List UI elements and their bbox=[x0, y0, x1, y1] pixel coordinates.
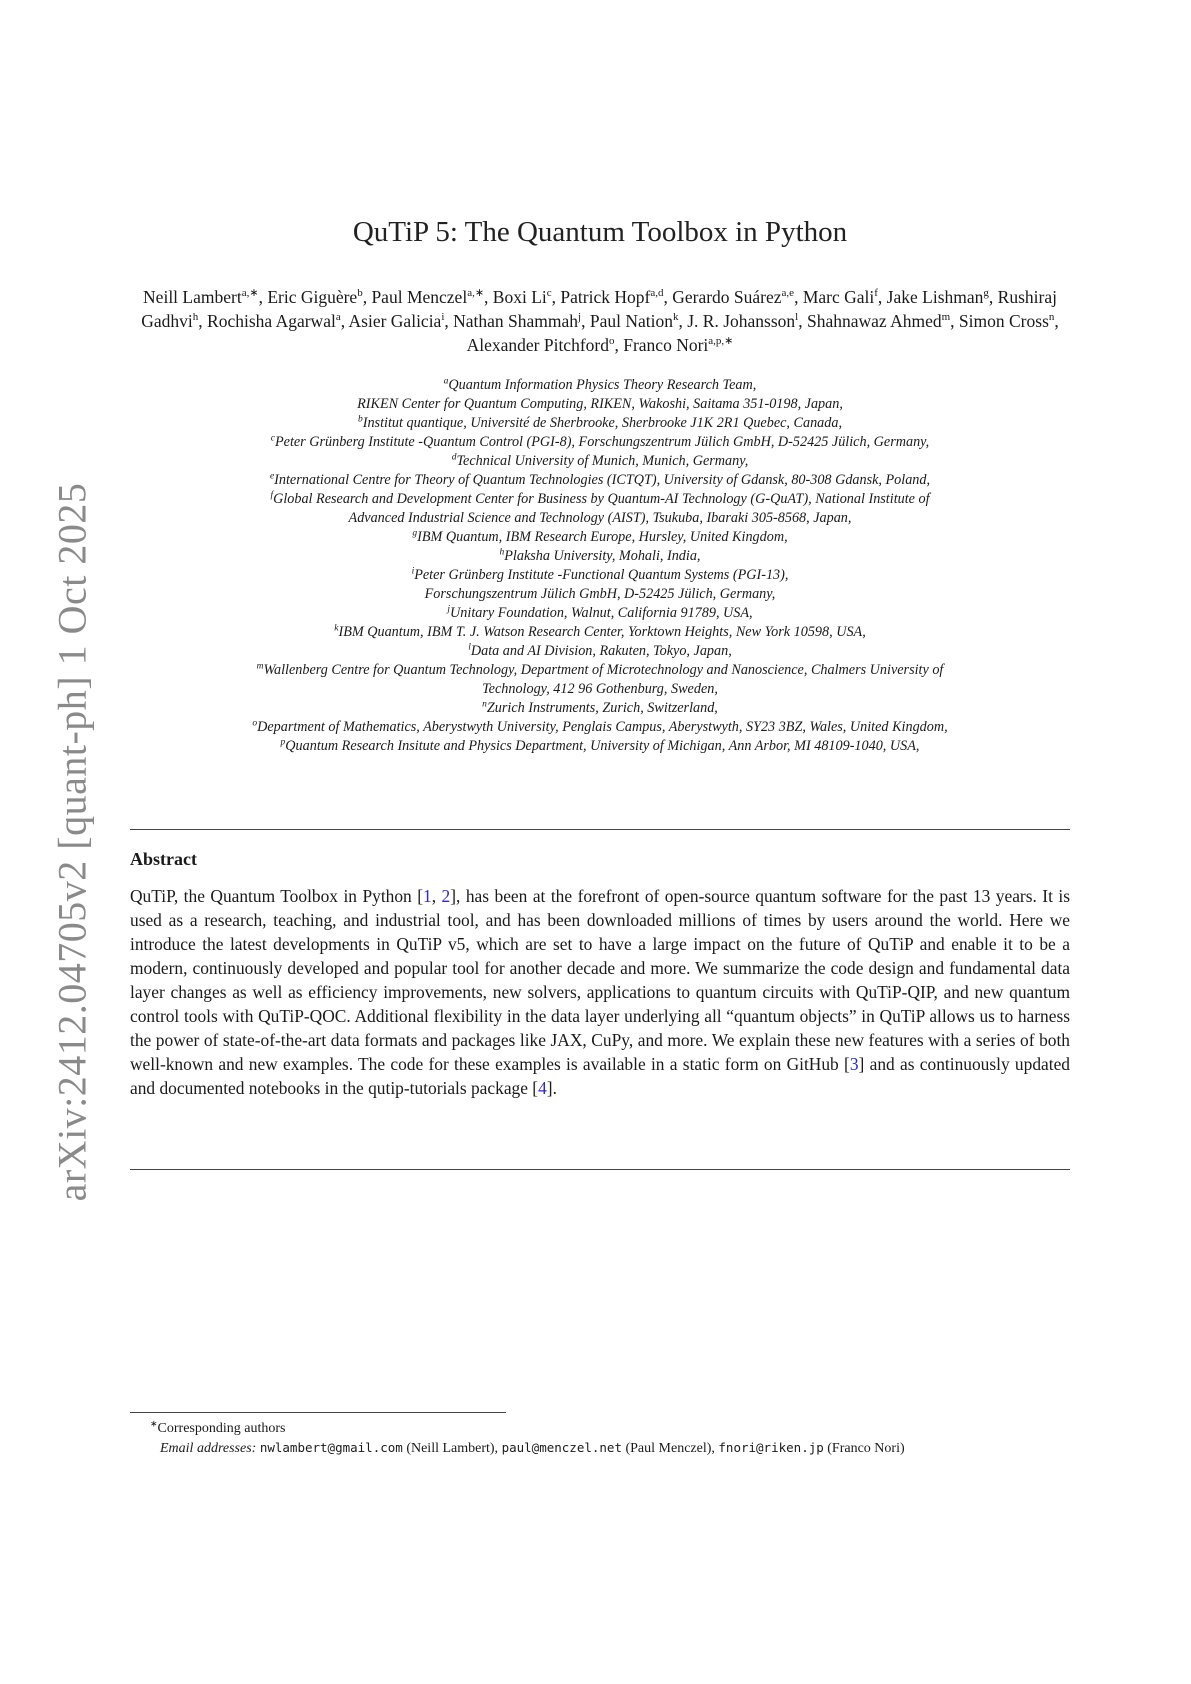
affiliation-line bbox=[130, 566, 1070, 585]
abstract-top-rule bbox=[130, 829, 1070, 830]
author-separator: , bbox=[581, 311, 590, 331]
author-affiliation-mark: j bbox=[578, 311, 582, 324]
author-affiliation-mark: m bbox=[941, 311, 951, 324]
abstract-text: ] and as continuously updated and documented notebooks in the qutip-tutorials package [ bbox=[130, 1054, 1070, 1098]
affiliation-text: Wallenberg Centre for Quantum Technology, Department of Microtechnology and Nanoscience, Chalmers University of bbox=[263, 662, 944, 678]
author-name: Neill Lambert bbox=[143, 287, 242, 307]
affiliation-line bbox=[130, 680, 1070, 699]
affiliation-line bbox=[130, 414, 1070, 433]
footnote-text: Corresponding authors bbox=[157, 1421, 286, 1436]
author-separator: , bbox=[1054, 311, 1059, 331]
affiliation-text: International Centre for Theory of Quantum Technologies (ICTQT), University of Gdansk, 80-308 Gdansk, Poland, bbox=[274, 472, 931, 488]
email-link[interactable]: fnori@riken.jp bbox=[718, 1440, 824, 1455]
author-name: Alexander Pitchford bbox=[466, 335, 609, 355]
author-separator: , bbox=[798, 311, 807, 331]
email-note bbox=[130, 1438, 1070, 1458]
affiliation-line bbox=[130, 699, 1070, 718]
affiliation-line bbox=[130, 547, 1070, 566]
author-affiliation-mark: o bbox=[608, 335, 615, 348]
author-affiliation-mark: a,∗ bbox=[467, 287, 485, 300]
affiliation-text: Advanced Industrial Science and Technology (AIST), Tsukuba, Ibaraki 305-8568, Japan, bbox=[348, 510, 852, 526]
email-owner: (Neill Lambert), bbox=[402, 1441, 502, 1456]
affiliation-line bbox=[130, 642, 1070, 661]
affiliation-text: Technology, 412 96 Gothenburg, Sweden, bbox=[482, 681, 718, 697]
abstract-text: QuTiP, the Quantum Toolbox in Python [ bbox=[130, 886, 424, 906]
affiliation-line bbox=[130, 509, 1070, 528]
author-name: Asier Galicia bbox=[348, 311, 442, 331]
affiliation-text: Data and AI Division, Rakuten, Tokyo, Japan, bbox=[470, 643, 732, 659]
affiliation-mark: o bbox=[252, 718, 258, 729]
author-affiliation-mark: a,p,∗ bbox=[708, 335, 734, 348]
affiliation-mark: j bbox=[447, 604, 451, 615]
affiliation-mark: h bbox=[499, 547, 505, 558]
affiliation-list bbox=[130, 376, 1070, 756]
email-link[interactable]: paul@menczel.net bbox=[501, 1440, 622, 1455]
author-affiliation-mark: k bbox=[672, 311, 679, 324]
affiliation-text: Zurich Instruments, Zurich, Switzerland, bbox=[486, 700, 718, 716]
corresponding-note bbox=[130, 1419, 1070, 1438]
email-label: Email addresses: bbox=[160, 1441, 257, 1456]
author-affiliation-mark: c bbox=[546, 287, 552, 300]
author-name: Paul Nation bbox=[589, 311, 673, 331]
author-name: Boxi Li bbox=[492, 287, 547, 307]
author-affiliation-mark: n bbox=[1048, 311, 1055, 324]
citation-link[interactable]: 1 bbox=[423, 886, 432, 906]
abstract-text: , bbox=[431, 886, 442, 906]
author-name: Nathan Shammah bbox=[453, 311, 579, 331]
abstract-body bbox=[130, 884, 1070, 1100]
affiliation-text: Department of Mathematics, Aberystwyth University, Penglais Campus, Aberystwyth, SY23 3BZ, Wales, United Kingdom, bbox=[257, 719, 948, 735]
citation-link[interactable]: 4 bbox=[538, 1078, 547, 1098]
author-name: Patrick Hopf bbox=[560, 287, 651, 307]
paper-title: QuTiP 5: The Quantum Toolbox in Python bbox=[352, 216, 848, 248]
footnote-rule bbox=[130, 1412, 506, 1413]
affiliation-mark: i bbox=[411, 566, 415, 577]
affiliation-mark: p bbox=[280, 737, 286, 748]
author-separator: , bbox=[950, 311, 959, 331]
affiliation-text: RIKEN Center for Quantum Computing, RIKEN, Wakoshi, Saitama 351-0198, Japan, bbox=[357, 396, 843, 412]
affiliation-line bbox=[130, 528, 1070, 547]
author-separator: , bbox=[614, 335, 624, 355]
affiliation-line bbox=[130, 604, 1070, 623]
author-name: Eric Giguère bbox=[267, 287, 358, 307]
affiliation-line bbox=[130, 452, 1070, 471]
affiliation-line bbox=[130, 737, 1070, 756]
email-link[interactable]: nwlambert@gmail.com bbox=[259, 1440, 403, 1455]
affiliation-mark: m bbox=[256, 661, 264, 672]
affiliation-text: Quantum Information Physics Theory Research Team, bbox=[448, 377, 757, 393]
affiliation-text: Peter Grünberg Institute -Quantum Control (PGI-8), Forschungszentrum Jülich GmbH, D-52425 Jülich, Germany, bbox=[274, 434, 930, 450]
author-affiliation-mark: a bbox=[335, 311, 341, 324]
affiliation-mark: f bbox=[270, 490, 274, 501]
author-name: Gerardo Suárez bbox=[672, 287, 782, 307]
author-separator: , bbox=[444, 311, 454, 331]
author-separator: , bbox=[877, 287, 887, 307]
affiliation-text: Plaksha University, Mohali, India, bbox=[504, 548, 701, 564]
author-separator: , bbox=[678, 311, 688, 331]
email-owner: (Paul Menczel), bbox=[621, 1441, 719, 1456]
affiliation-text: Technical University of Munich, Munich, Germany, bbox=[456, 453, 749, 469]
affiliation-mark: a bbox=[443, 376, 449, 387]
affiliation-text: Global Research and Development Center for Business by Quantum-AI Technology (G-QuAT), National Institute of bbox=[273, 491, 930, 507]
author-affiliation-mark: a,e bbox=[781, 287, 795, 300]
affiliation-line bbox=[130, 718, 1070, 737]
author-affiliation-mark: b bbox=[357, 287, 363, 300]
affiliation-text: Unitary Foundation, Walnut, California 91789, USA, bbox=[450, 605, 753, 621]
author-separator: , bbox=[362, 287, 372, 307]
affiliation-text: Institut quantique, Université de Sherbrooke, Sherbrooke J1K 2R1 Quebec, Canada, bbox=[362, 415, 842, 431]
affiliation-mark: g bbox=[412, 528, 418, 539]
author-affiliation-mark: f bbox=[874, 287, 878, 300]
author-separator: , bbox=[484, 287, 493, 307]
author-separator: , bbox=[988, 287, 998, 307]
affiliation-text: IBM Quantum, IBM Research Europe, Hursley, United Kingdom, bbox=[417, 529, 788, 545]
author-affiliation-mark: i bbox=[441, 311, 445, 324]
author-name: Jake Lishman bbox=[886, 287, 984, 307]
affiliation-mark: b bbox=[357, 414, 363, 425]
arxiv-identifier: arXiv:2412.04705v2 [quant-ph] 1 Oct 2025 bbox=[49, 482, 95, 1202]
email-owner: (Franco Nori) bbox=[823, 1441, 905, 1456]
abstract-bottom-rule bbox=[130, 1169, 1070, 1170]
author-separator: , bbox=[198, 311, 208, 331]
affiliation-text: IBM Quantum, IBM T. J. Watson Research Center, Yorktown Heights, New York 10598, USA, bbox=[338, 624, 866, 640]
affiliation-line bbox=[130, 585, 1070, 604]
affiliation-mark: l bbox=[468, 642, 471, 653]
author-name: Simon Cross bbox=[958, 311, 1049, 331]
citation-link[interactable]: 2 bbox=[441, 886, 451, 906]
abstract-text: ], has been at the forefront of open-source quantum software for the past 13 years. It is used as a research, teaching, and industrial tool, and has been downloaded millions of times by users around the world. Here we introduce the latest developments in QuTiP v5, which are set to have a large impact on the future of QuTiP and enable it to be a modern, continuously developed and popular tool for another decade and more. We summarize the code design and fundamental data layer changes as well as efficiency improvements, new solvers, applications to quantum circuits with QuTiP-QIP, and new quantum control tools with QuTiP-QOC. Additional flexibility in the data layer underlying all “quantum objects” in QuTiP allows us to harness the power of state-of-the-art data formats and packages like JAX, CuPy, and more. We explain these new features with a series of both well-known and new examples. The code for these examples is available in a static form on GitHub [ bbox=[130, 886, 1070, 1074]
author-affiliation-mark: h bbox=[192, 311, 199, 324]
author-separator: , bbox=[663, 287, 673, 307]
affiliation-mark: n bbox=[482, 699, 487, 710]
author-name: Marc Gali bbox=[802, 287, 875, 307]
author-name: Rochisha Agarwal bbox=[207, 311, 336, 331]
affiliation-line bbox=[130, 623, 1070, 642]
affiliation-mark: d bbox=[451, 452, 457, 463]
author-separator: , bbox=[794, 287, 803, 307]
author-name: Rushiraj Gadhvi bbox=[141, 287, 1057, 331]
author-name: Franco Nori bbox=[623, 335, 709, 355]
affiliation-line bbox=[130, 471, 1070, 490]
footnote bbox=[130, 1419, 1070, 1458]
affiliation-line bbox=[130, 376, 1070, 395]
affiliation-mark: e bbox=[269, 471, 275, 482]
affiliation-mark: c bbox=[270, 433, 275, 444]
affiliation-text: Quantum Research Insitute and Physics Department, University of Michigan, Ann Arbor, MI 48109-1040, USA, bbox=[285, 738, 920, 754]
author-separator: , bbox=[258, 287, 268, 307]
author-separator: , bbox=[340, 311, 349, 331]
citation-link[interactable]: 3 bbox=[849, 1054, 859, 1074]
footnote-mark: ∗ bbox=[150, 1418, 158, 1429]
affiliation-line bbox=[130, 661, 1070, 680]
affiliation-text: Forschungszentrum Jülich GmbH, D-52425 Jülich, Germany, bbox=[424, 586, 776, 602]
author-name: J. R. Johansson bbox=[687, 311, 796, 331]
author-separator: , bbox=[551, 287, 561, 307]
author-name: Paul Menczel bbox=[371, 287, 468, 307]
affiliation-text: Peter Grünberg Institute -Functional Quantum Systems (PGI-13), bbox=[414, 567, 789, 583]
affiliation-line bbox=[130, 395, 1070, 414]
author-affiliation-mark: l bbox=[795, 311, 799, 324]
abstract-heading: Abstract bbox=[130, 849, 197, 869]
author-affiliation-mark: a,∗ bbox=[241, 287, 259, 300]
affiliation-mark: k bbox=[334, 623, 339, 634]
author-list bbox=[130, 285, 1070, 357]
author-name: Shahnawaz Ahmed bbox=[806, 311, 942, 331]
affiliation-line bbox=[130, 490, 1070, 509]
affiliation-line bbox=[130, 433, 1070, 452]
author-affiliation-mark: a,d bbox=[650, 287, 664, 300]
abstract-text: ]. bbox=[546, 1078, 557, 1098]
author-affiliation-mark: g bbox=[983, 287, 989, 300]
